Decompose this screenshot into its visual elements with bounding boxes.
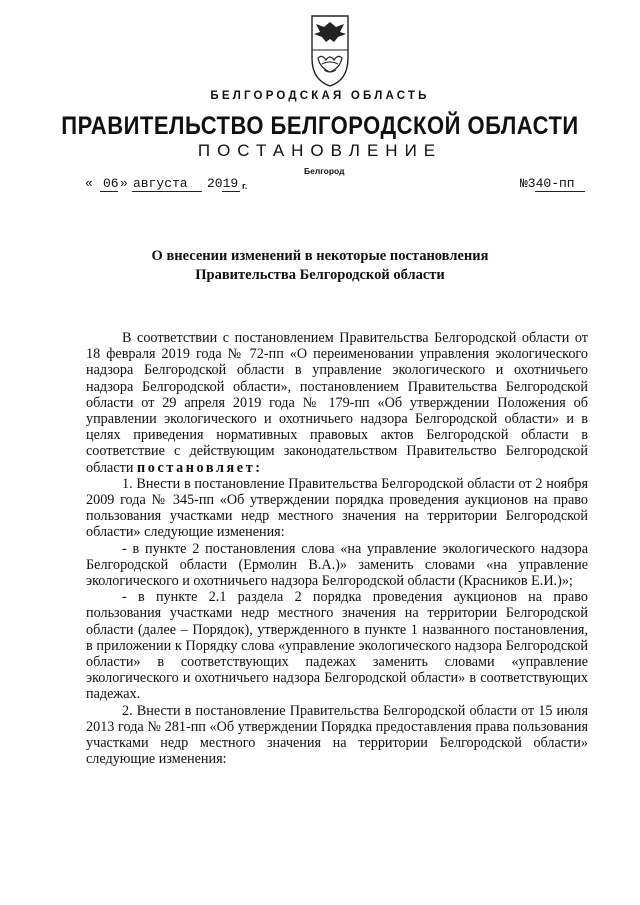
date-open-quote: « <box>85 176 93 191</box>
date-year: 2019 <box>207 176 239 191</box>
region-heading: БЕЛГОРОДСКАЯ ОБЛАСТЬ <box>210 90 430 102</box>
document-type-heading: ПОСТАНОВЛЕНИЕ <box>197 141 443 160</box>
document-title <box>0 247 640 285</box>
date-year-suffix: г. <box>242 181 248 191</box>
resolves-word: постановляет: <box>136 459 263 476</box>
date-day: 06 <box>103 176 119 191</box>
paragraph-1b: - в пункте 2.1 раздела 2 порядка проведения аукционов на право пользования участками недр местного значения на территории Белгородской области (далее – Порядок), утвержденного в пункте 1 названного постановления, в приложении к Порядку слова «управление экологического надзора Белгородской области» в соответствующих падежах заменить словами «управление экологического и охотничьего надзора Белгородской области» в соответствующих падежах. <box>86 589 588 703</box>
intro-text: В соответствии с постановлением Правительства Белгородской области от 18 февраля 2019 года № 72-пп «О переименовании управления экологического надзора Белгородской области в управление экологического и охотничьего надзора Белгородской области», постановлением Правительства Белгородской области от 29 апреля 2019 года № 179-пп «Об утверждении Положения об управлении экологического и охотничьего надзора Белгородской области» и в целях приведения нормативных правовых актов Белгородской области в соответствие с действующим законодательством Правительство Белгородской области <box>86 330 588 476</box>
government-heading: ПРАВИТЕЛЬСТВО БЕЛГОРОДСКОЙ ОБЛАСТИ <box>61 111 579 140</box>
city-label: Белгород <box>304 166 345 176</box>
day-underline <box>100 191 118 192</box>
paragraph-2: 2. Внести в постановление Правительства Белгородской области от 15 июля 2013 года № 281-пп «Об утверждении Порядка предоставления права пользования участками недр местного значения на территории Белгородской области» следующие изменения: <box>86 702 588 768</box>
year-underline <box>222 191 240 192</box>
date-month: августа <box>133 176 188 191</box>
number-underline <box>535 191 585 192</box>
date-close-quote: » <box>120 176 128 191</box>
title-line-1: О внесении изменений в некоторые постановления <box>151 248 489 264</box>
intro-paragraph <box>86 330 588 476</box>
title-line-2: Правительства Белгородской области <box>195 267 445 283</box>
coat-of-arms-icon <box>310 14 350 88</box>
document-body <box>86 330 588 767</box>
month-underline <box>132 191 202 192</box>
document-number: №340-пп <box>520 176 575 191</box>
paragraph-1: 1. Внести в постановление Правительства Белгородской области от 2 ноября 2009 года № 345-пп «Об утверждении порядка проведения аукционов на право пользования участками недр местного значения на территории Белгородской области» следующие изменения: <box>86 475 588 541</box>
paragraph-1a: - в пункте 2 постановления слова «на управление экологического надзора Белгородской области (Ермолин В.А.)» заменить словами «на управление экологического и охотничьего надзора Белгородской области (Красников Е.И.)»; <box>86 540 588 590</box>
